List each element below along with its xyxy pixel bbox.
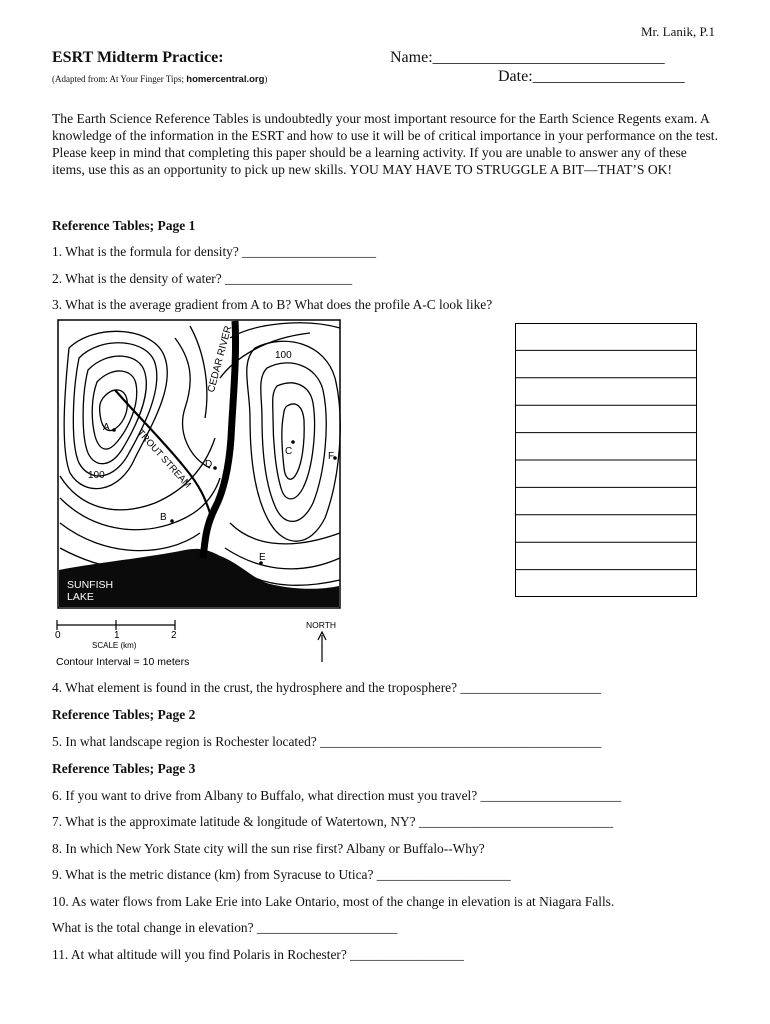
stream-label: TROUT STREAM [134,427,193,491]
question-7[interactable]: 7. What is the approximate latitude & longitude of Watertown, NY? _____________________________ [52,814,614,829]
scale-tick-2: 2 [171,630,177,641]
scale-tick-1: 1 [114,630,120,641]
point-a-label: A [103,422,110,433]
topographic-map [55,318,345,670]
section-heading-page3: Reference Tables; Page 3 [52,761,196,776]
adapted-site: homercentral.org [186,74,265,85]
adapted-prefix: (Adapted from: At Your Finger Tips; [52,74,187,84]
name-field[interactable]: Name:_____________________________ [390,49,665,66]
point-b-label: B [160,512,167,523]
question-8[interactable]: 8. In which New York State city will the sun rise first? Albany or Buffalo--Why? [52,841,485,856]
river-label: CEDAR RIVER [205,324,235,394]
scale-label: SCALE (km) [92,641,137,650]
contour-label-100-left: 100 [88,470,105,481]
page-title: ESRT Midterm Practice: [52,49,224,66]
intro-paragraph: The Earth Science Reference Tables is undoubtedly your most important resource for the Earth Science Regents exam. A knowledge of the information in the ESRT and how to use it will be of critical importance in your performance on the test. Please keep in mind that completing this paper should be a learning activity. If you are unable to answer any of these items, use this as an opportunity to pick up new skills. YOU MAY HAVE TO STRUGGLE A BIT—THAT’S OK! [52,111,718,177]
question-9[interactable]: 9. What is the metric distance (km) from Syracuse to Utica? ____________________ [52,867,511,882]
contour-interval-label: Contour Interval = 10 meters [56,656,190,668]
section-heading-page2: Reference Tables; Page 2 [52,707,196,722]
question-3[interactable]: 3. What is the average gradient from A to B? What does the profile A-C look like? [52,297,493,312]
question-10[interactable]: 10. As water flows from Lake Erie into Lake Ontario, most of the change in elevation is at Niagara Falls. [52,894,615,909]
point-d-label: D [205,459,213,470]
question-10-continued[interactable]: What is the total change in elevation? _____________________ [52,920,398,935]
question-1[interactable]: 1. What is the formula for density? ____________________ [52,244,377,259]
date-field[interactable]: Date:___________________ [498,68,685,85]
north-label: NORTH [306,620,337,630]
scale-tick-0: 0 [55,630,61,641]
teacher-label: Mr. Lanik, P.1 [641,24,716,39]
point-d-marker [213,466,217,470]
question-5[interactable]: 5. In what landscape region is Rochester located? __________________________________________ [52,734,602,749]
lake-label-2: LAKE [67,591,94,603]
question-4[interactable]: 4. What element is found in the crust, the hydrosphere and the troposphere? _____________________ [52,680,602,695]
point-f-label: F [328,451,335,462]
point-c-marker [291,440,295,444]
lake-label-1: SUNFISH [67,579,114,591]
adapted-note [52,74,267,85]
point-a-marker [112,428,116,432]
section-heading-page1: Reference Tables; Page 1 [52,218,196,233]
contour-label-100-right: 100 [275,350,292,361]
question-11[interactable]: 11. At what altitude will you find Polaris in Rochester? _________________ [52,947,464,962]
adapted-suffix: ) [264,74,268,84]
point-c-label: C [285,446,293,457]
question-6[interactable]: 6. If you want to drive from Albany to Buffalo, what direction must you travel? _____________________ [52,788,622,803]
question-2[interactable]: 2. What is the density of water? ___________________ [52,271,353,286]
point-b-marker [170,519,174,523]
point-e-label: E [259,552,266,563]
profile-grid[interactable] [515,323,697,597]
